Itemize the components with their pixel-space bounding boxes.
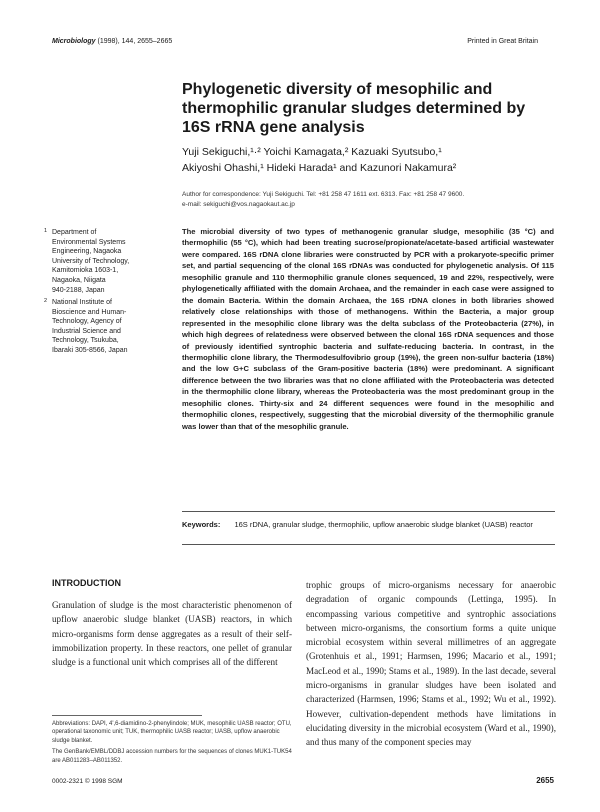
affiliation-line: Environmental Systems: [52, 238, 126, 246]
keywords-label: Keywords:: [182, 520, 221, 529]
footnotes: [52, 720, 292, 765]
affiliation-number: 1: [44, 228, 48, 234]
affiliation-line: Bioscience and Human-: [52, 308, 127, 316]
intro-column-2: [306, 578, 556, 750]
affiliation-line: Ibaraki 305-8566, Japan: [52, 346, 128, 354]
author-list: [182, 144, 542, 176]
affiliation-line: National Institute of: [52, 299, 112, 306]
affiliation-line: Technology, Tsukuba,: [52, 337, 119, 345]
affiliation-1: [44, 228, 170, 295]
authors-line-1: Yuji Sekiguchi,¹·² Yoichi Kamagata,² Kazuaki Syutsubo,¹: [182, 146, 442, 158]
page-number: 2655: [536, 776, 554, 785]
issn-copyright: 0002-2321 © 1998 SGM: [52, 778, 123, 785]
affiliation-line: Industrial Science and: [52, 327, 121, 335]
keywords-divider: [182, 544, 555, 545]
correspondence-line-1: Author for correspondence: Yuji Sekiguchi. Tel: +81 258 47 1611 ext. 6313. Fax: +81 258 47 9600.: [182, 191, 465, 198]
footnote-abbreviations: Abbreviations: DAPI, 4',6-diamidino-2-phenylindole; MUK, mesophilic UASB reactor; OTU, operational taxonomic unit; TUK, thermophilic UASB reactor; UASB, upflow anaerobic sludge blanket.: [52, 721, 292, 744]
abstract-divider: [182, 511, 555, 512]
abstract-text: The microbial diversity of two types of methanogenic granular sludge, mesophilic (35 °C) and thermophilic (55 °C), which had been treating sucrose/propionate/acetate-based artificial wastewater were compared. 16S rDNA clone libraries were constructed by PCR with a prokaryote-specific primer set, and partial sequencing of the clonal 16S rDNAs was conducted for phylogenetic analysis. Of 115 mesophilic granule and 110 thermophilic granule clones sequenced, 19 and 22%, respectively, were phylogenetically affiliated with the domain Archaea, and the remainder in each case were assigned to the domain Bacteria. Within the domain Archaea, the 16S rDNA clones in both libraries showed relatively close relationships with those of methanogens. Within the Bacteria, a major group represented in the mesophilic clone library was the delta subclass of the Proteobacteria (27%), in which high degrees of relatedness were observed between the clonal 16S rDNA sequences and those of previously identified syntrophic bacteria and sulfate-reducing bacteria. In contrast, in the thermophilic clone library, the Thermodesulfovibrio group (19%), the green non-sulfur bacteria (18%) and the low G+C subclass of the Gram-positive bacteria (18%) were predominant. A significant difference between the two libraries was that no clone affiliated with the Proteobacteria was detected in the thermophilic clone library, whereas the Proteobacteria was the most predominant group in the mesophilic clones. Thirty-six and 24 different sequences were found in the mesophilic and thermophilic clones, respectively, suggesting that the microbial diversity of the thermophilic granule was lower than that of the mesophilic granule.: [182, 227, 554, 431]
affiliation-line: Technology, Agency of: [52, 318, 122, 326]
affiliation-number: 2: [44, 298, 48, 304]
section-heading-introduction: INTRODUCTION: [52, 578, 121, 588]
keywords-block: [182, 520, 555, 530]
journal-header: [52, 38, 172, 45]
affiliation-line: Kamitomioka 1603-1,: [52, 267, 119, 275]
intro-paragraph-continued: trophic groups of micro-organisms necessary for anaerobic degradation of organic compounds (Lettinga, 1995). In encompassing various competitive and syntrophic associations between micro-organisms, the consortium forms a quite unique microbial ecosystem within several millimetres of an aggregate (Grotenhuis et al., 1991; Harmsen, 1996; Macario et al., 1991; MacLeod et al., 1990; Stams et al., 1989). In the last decade, several micro-organisms in granular sludges have been isolated and characterized (Harmsen, 1996; Stams et al., 1992; Wu et al., 1992). However, cultivation-dependent methods have limitations in elucidating diversity in the microbial ecosystem (Ward et al., 1990), and thus many of the component species may: [306, 580, 556, 748]
correspondence: [182, 190, 562, 210]
correspondence-email: e-mail: sekiguchi@vos.nagaokaut.ac.jp: [182, 201, 295, 208]
footnote-divider: [52, 715, 202, 716]
affiliation-2: [44, 298, 170, 356]
affiliation-line: 940-2188, Japan: [52, 286, 105, 294]
keywords-text: 16S rDNA, granular sludge, thermophilic, upflow anaerobic sludge blanket (UASB) reactor: [234, 520, 533, 529]
authors-line-2: Akiyoshi Ohashi,¹ Hideki Harada¹ and Kazunori Nakamura²: [182, 162, 457, 174]
affiliation-line: Nagaoka, Niigata: [52, 276, 106, 284]
affiliation-line: Engineering, Nagaoka: [52, 248, 122, 256]
footnote-accession: The GenBank/EMBL/DDBJ accession numbers for the sequences of clones MUK1-TUK54 are AB011283–AB011352.: [52, 749, 292, 764]
intro-paragraph-1: Granulation of sludge is the most characteristic phenomenon of upflow anaerobic sludge blanket (UASB) reactors, in which micro-organisms form dense aggregates as a result of their self-immobilization property. In these reactors, one pellet of granular sludge is a functional unit which comprises all of the different: [52, 600, 292, 668]
journal-name: Microbiology: [52, 38, 96, 45]
affiliation-line: Department of: [52, 229, 97, 236]
print-note: Printed in Great Britain: [467, 38, 538, 45]
journal-citation: (1998), 144, 2655–2665: [97, 38, 173, 45]
intro-column-1: [52, 598, 292, 669]
affiliation-line: University of Technology,: [52, 257, 130, 265]
article-title: Phylogenetic diversity of mesophilic and thermophilic granular sludges determined by 16S rRNA gene analysis: [182, 81, 526, 136]
